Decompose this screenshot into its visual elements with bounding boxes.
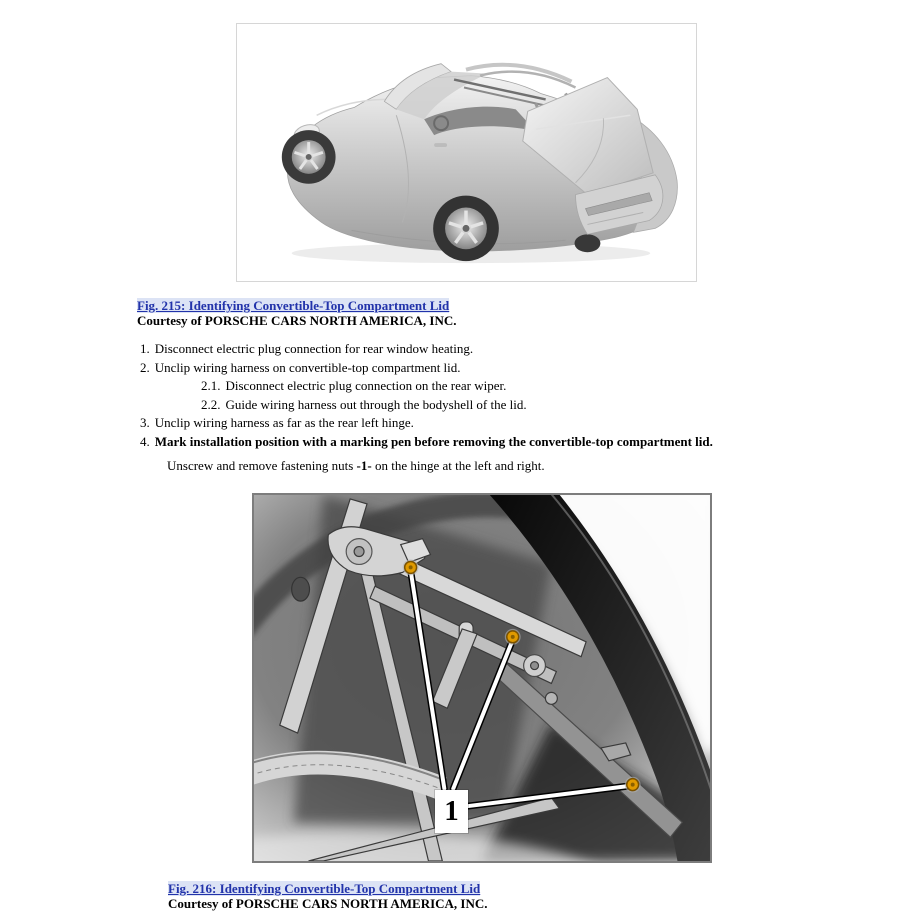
note-part-reference: -1- bbox=[356, 458, 372, 473]
figure-216-caption bbox=[168, 881, 488, 911]
step-text: Disconnect electric plug connection on the rear wiper. bbox=[225, 378, 507, 394]
step-item-2-2 bbox=[201, 396, 880, 415]
fastening-nut-marker bbox=[625, 777, 641, 793]
fig-215-courtesy: Courtesy of PORSCHE CARS NORTH AMERICA, INC. bbox=[137, 313, 457, 328]
step-number: 2.2. bbox=[201, 396, 221, 412]
step-text: Mark installation position with a marking pen before removing the convertible-top compartment lid. bbox=[154, 433, 713, 449]
step-item-2-1 bbox=[201, 377, 880, 396]
door-handle bbox=[434, 143, 447, 147]
fastening-nut-marker bbox=[403, 559, 419, 575]
fig-216-courtesy: Courtesy of PORSCHE CARS NORTH AMERICA, INC. bbox=[168, 896, 488, 911]
procedure-steps bbox=[0, 340, 880, 452]
step-item-2 bbox=[140, 359, 880, 378]
rear-wheel bbox=[433, 196, 499, 261]
step-number: 1. bbox=[140, 341, 150, 356]
step-text: Disconnect electric plug connection for rear window heating. bbox=[154, 341, 474, 356]
car-illustration bbox=[237, 24, 694, 279]
step-text: Unclip wiring harness on convertible-top compartment lid. bbox=[154, 359, 461, 375]
step-number: 3. bbox=[140, 415, 150, 431]
figure-215 bbox=[236, 23, 697, 282]
step-item-4 bbox=[140, 433, 880, 452]
fig-215-link[interactable]: Fig. 215: Identifying Convertible-Top Compartment Lid bbox=[137, 298, 450, 313]
front-wheel bbox=[282, 130, 336, 184]
callout-1-label: 1 bbox=[435, 790, 468, 833]
fig-216-link[interactable]: Fig. 216: Identifying Convertible-Top Compartment Lid bbox=[168, 881, 481, 896]
fastening-nut-marker bbox=[505, 629, 521, 645]
step-number: 4. bbox=[140, 433, 150, 449]
step-text: Unclip wiring harness as far as the rear left hinge. bbox=[154, 415, 414, 431]
hinge-illustration bbox=[254, 495, 710, 861]
rubber-stop bbox=[292, 577, 310, 601]
figure-216 bbox=[252, 493, 712, 863]
note-text: on the hinge at the left and right. bbox=[371, 458, 545, 473]
instruction-note bbox=[167, 458, 545, 474]
note-text: Unscrew and remove fastening nuts bbox=[167, 458, 357, 473]
step-item-1 bbox=[140, 340, 880, 359]
step-number: 2.1. bbox=[201, 378, 221, 394]
step-item-3 bbox=[140, 414, 880, 433]
step-number: 2. bbox=[140, 359, 150, 375]
step-text: Guide wiring harness out through the bodyshell of the lid. bbox=[225, 396, 527, 412]
figure-215-caption bbox=[137, 298, 457, 328]
